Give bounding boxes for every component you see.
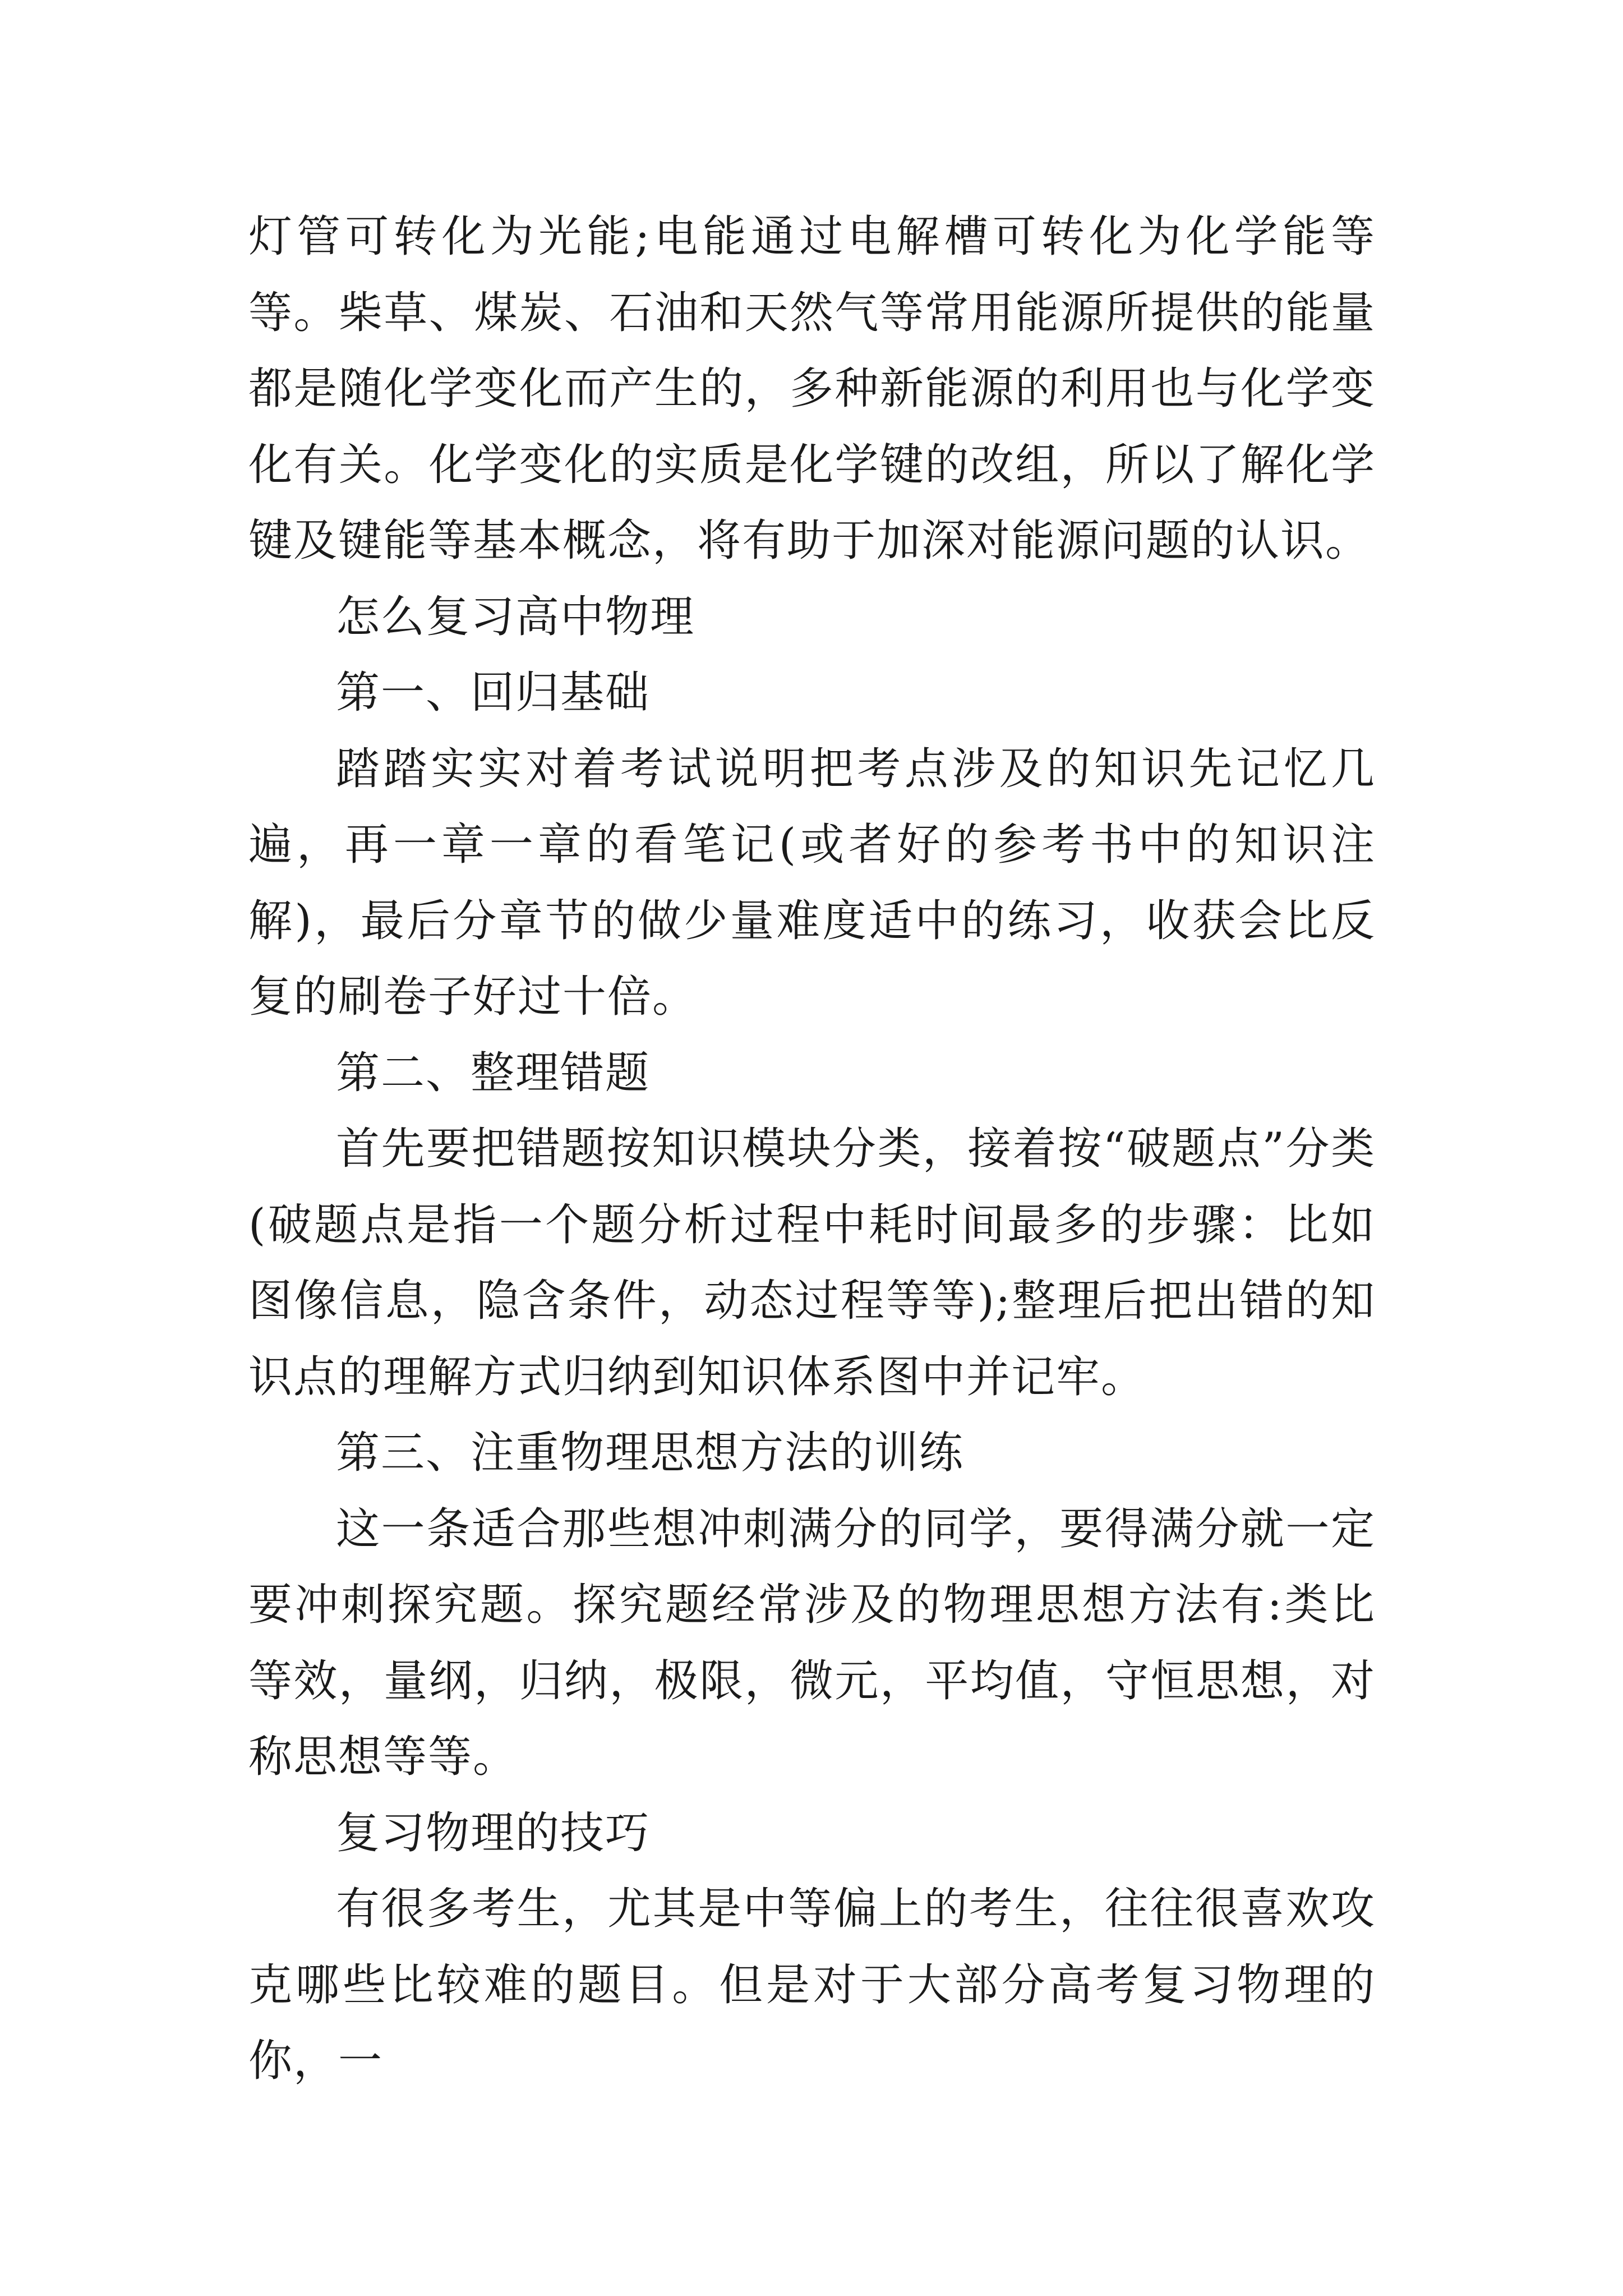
paragraph-step-one: 踏踏实实对着考试说明把考点涉及的知识先记忆几遍，再一章一章的看笔记(或者好的参考书中的知识注解)，最后分章节的做少量难度适中的练习，收获会比反复的刷卷子好过十倍。 [248, 743, 1376, 1022]
heading-step-three: 第三、注重物理思想方法的训练 [336, 1428, 965, 1478]
paragraph-energy-continuation: 灯管可转化为光能;电能通过电解槽可转化为化学能等等。柴草、煤炭、石油和天然气等常用能源所提供的能量都是随化学变化而产生的，多种新能源的利用也与化学变化有关。化学变化的实质是化学键的改组，所以了解化学键及键能等基本概念，将有助于加深对能源问题的认识。 [248, 211, 1376, 566]
heading-review-tips: 复习物理的技巧 [336, 1807, 651, 1858]
heading-step-two: 第二、整理错题 [336, 1047, 651, 1098]
paragraph-review-tips: 有很多考生，尤其是中等偏上的考生，往往很喜欢攻克哪些比较难的题目。但是对于大部分高考复习物理的你，一 [248, 1884, 1376, 2086]
heading-step-one: 第一、回归基础 [336, 668, 651, 718]
heading-how-to-review-physics: 怎么复习高中物理 [336, 591, 695, 642]
paragraph-step-three: 这一条适合那些想冲刺满分的同学，要得满分就一定要冲刺探究题。探究题经常涉及的物理思想方法有:类比等效，量纲，归纳，极限，微元，平均值，守恒思想，对称思想等等。 [248, 1503, 1376, 1782]
document-body [248, 199, 1376, 2100]
paragraph-step-two: 首先要把错题按知识模块分类，接着按“破题点”分类(破题点是指一个题分析过程中耗时间最多的步骤：比如图像信息，隐含条件，动态过程等等);整理后把出错的知识点的理解方式归纳到知识体系图中并记牢。 [248, 1124, 1376, 1402]
